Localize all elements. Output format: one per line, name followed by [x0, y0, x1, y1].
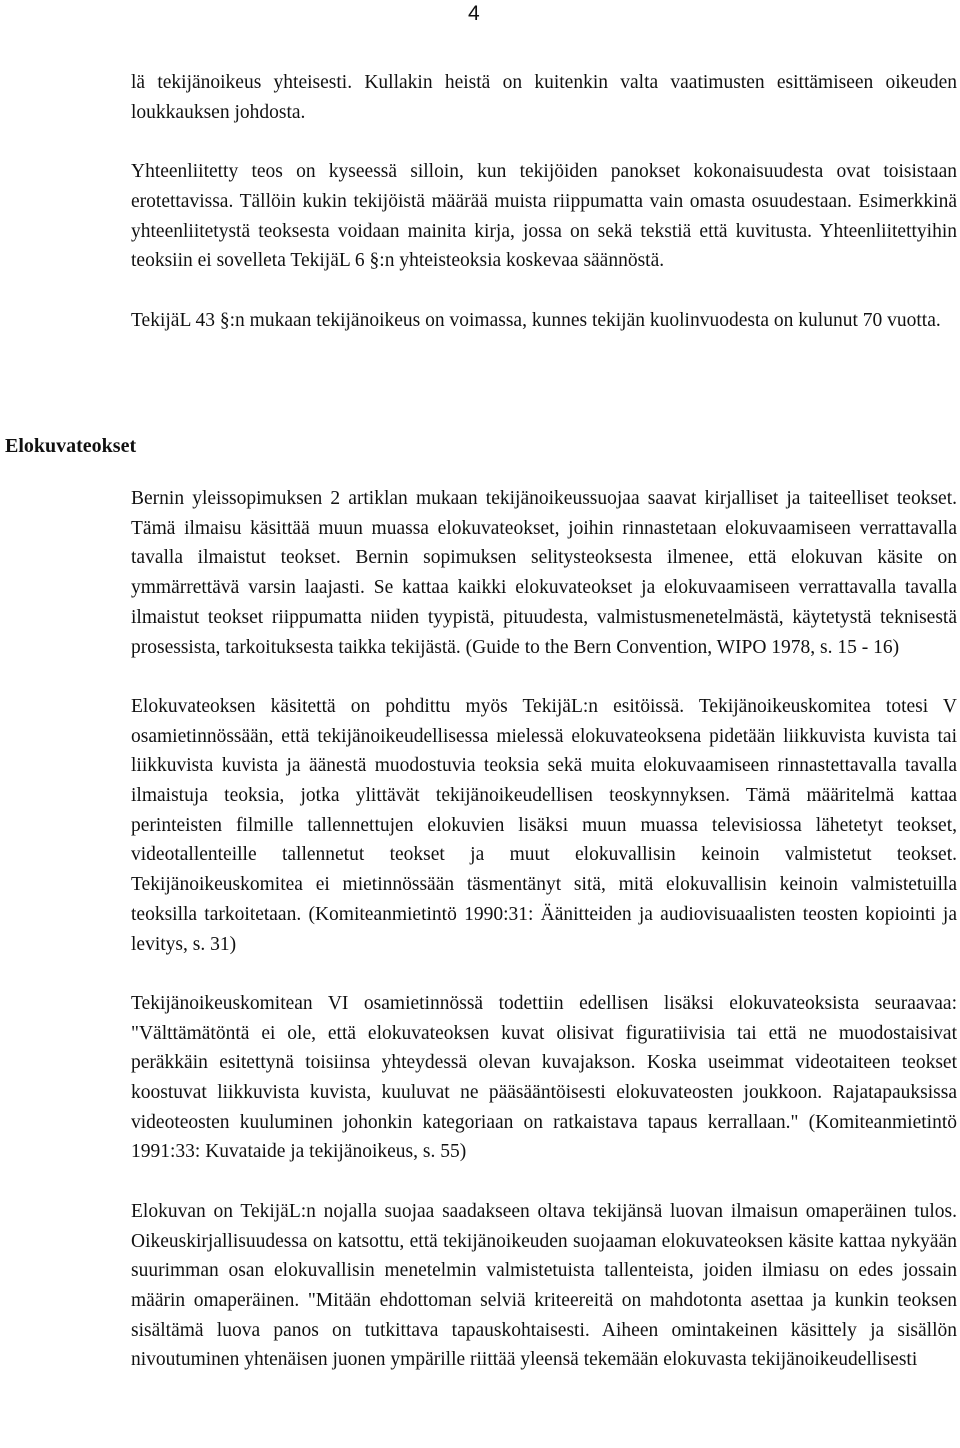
paragraph: Tekijänoikeuskomitean VI osamietinnössä todettiin edellisen lisäksi elokuvateoksista seuraavaa: "Välttämätöntä ei ole, että elokuvateoksen kuvat olisivat figuratiivisia tai että ne muodostaisivat peräkkäin esitettynä toisiinsa yhteydessä olevan kuvajakson. Koska useimmat videotaiteen teokset koostuvat liikkuvista kuvista, kuuluvat ne pääsääntöisesti elokuvateosten joukkoon. Rajatapauksissa videoteosten kuuluminen johonkin kategoriaan on ratkaistava tapaus kerrallaan." (Komiteanmietintö 1991:33: Kuvataide ja tekijänoikeus, s. 55) [131, 992, 957, 1163]
intro-text-block [131, 68, 957, 365]
paragraph: Elokuvan on TekijäL:n nojalla suojaa saadakseen oltava tekijänsä luovan ilmaisun omaperäinen tulos. Oikeuskirjallisuudessa on katsottu, että tekijänoikeuden suojaaman elokuvateoksen käsite kattaa nykyään suurimman osan elokuvallisin menetelmin valmistetuista tallenteista, joiden ilmiasu on edes jossain määrin omaperäinen. "Mitään ehdottoman selviä kriteereitä on mahdotonta asettaa ja kunkin teoksen sisältämä luova panos on tutkittava tapauskohtaisesti. Aiheen omintakeinen käsittely ja sisällön nivoutuminen yhtenäisen juonen ympärille riittää yleensä tekemään elokuvasta tekijänoikeudellisesti [131, 1200, 957, 1371]
paragraph: Elokuvateoksen käsitettä on pohdittu myös TekijäL:n esitöissä. Tekijänoikeuskomitea totesi V osamietinnössään, että tekijänoikeudellisessa mielessä elokuvateoksena pidetään liikkuvista kuvista tai liikkuvista kuvista ja äänestä muodostuvia teoksia sekä muita elokuvaamiseen rinnastettavalla tavalla ilmaistuja teoksia, jotka ylittävät tekijänoikeudellisen teoskynnyksen. Tämä määritelmä kattaa perinteisten filmille tallennettujen elokuvien lisäksi muun muassa televisiossa lähetetyt teokset, videotallenteille tallennetut teokset ja muut elokuvallisin keinoin valmistetut teokset. Tekijänoikeuskomitea ei mietinnössään täsmentänyt sitä, mitä elokuvallisin keinoin valmistetuilla teoksilla tarkoitetaan. (Komiteanmietintö 1990:31: Äänitteiden ja audiovisuaalisten teosten kopiointi ja levitys, s. 31) [131, 695, 957, 955]
page-number: 4 [468, 2, 480, 25]
paragraph: Yhteenliitetty teos on kyseessä silloin, kun tekijöiden panokset kokonaisuudesta ovat toisistaan erotettavissa. Tällöin kukin tekijöistä määrää muista riippumatta vain omasta osuudestaan. Esimerkkinä yhteenliitetystä teoksesta voidaan mainita kirja, jossa on sekä tekstiä että kuvitusta. Yhteenliitettyihin teoksiin ei sovelleta TekijäL 6 §:n yhteisteoksia koskevaa säännöstä. [131, 161, 957, 272]
paragraph: Bernin yleissopimuksen 2 artiklan mukaan tekijänoikeussuojaa saavat kirjalliset ja taiteelliset teokset. Tämä ilmaisu käsittää muun muassa elokuvateokset, joihin rinnastetaan elokuvaamiseen verrattavalla tavalla ilmaistut teokset. Bernin sopimuksen selitysteoksesta ilmenee, että elokuvan käsite on ymmärrettävä varsin laajasti. Se kattaa kaikki elokuvateokset ja elokuvaamiseen verrattavalla tavalla ilmaistut teokset riippumatta niiden tyypistä, pituudesta, valmistusmenetelmästä, käytetystä teknisestä prosessista, tarkoituksesta taikka tekijästä. (Guide to the Bern Convention, WIPO 1978, s. 15 - 16) [131, 488, 957, 658]
paragraph: TekijäL 43 §:n mukaan tekijänoikeus on voimassa, kunnes tekijän kuolinvuodesta on kulunut 70 vuotta. [131, 309, 941, 331]
elokuvateokset-text-block [131, 484, 957, 1405]
section-heading: Elokuvateokset [5, 435, 137, 457]
paragraph: lä tekijänoikeus yhteisesti. Kullakin heistä on kuitenkin valta vaatimusten esittämiseen oikeuden loukkauksen johdosta. [131, 72, 957, 123]
